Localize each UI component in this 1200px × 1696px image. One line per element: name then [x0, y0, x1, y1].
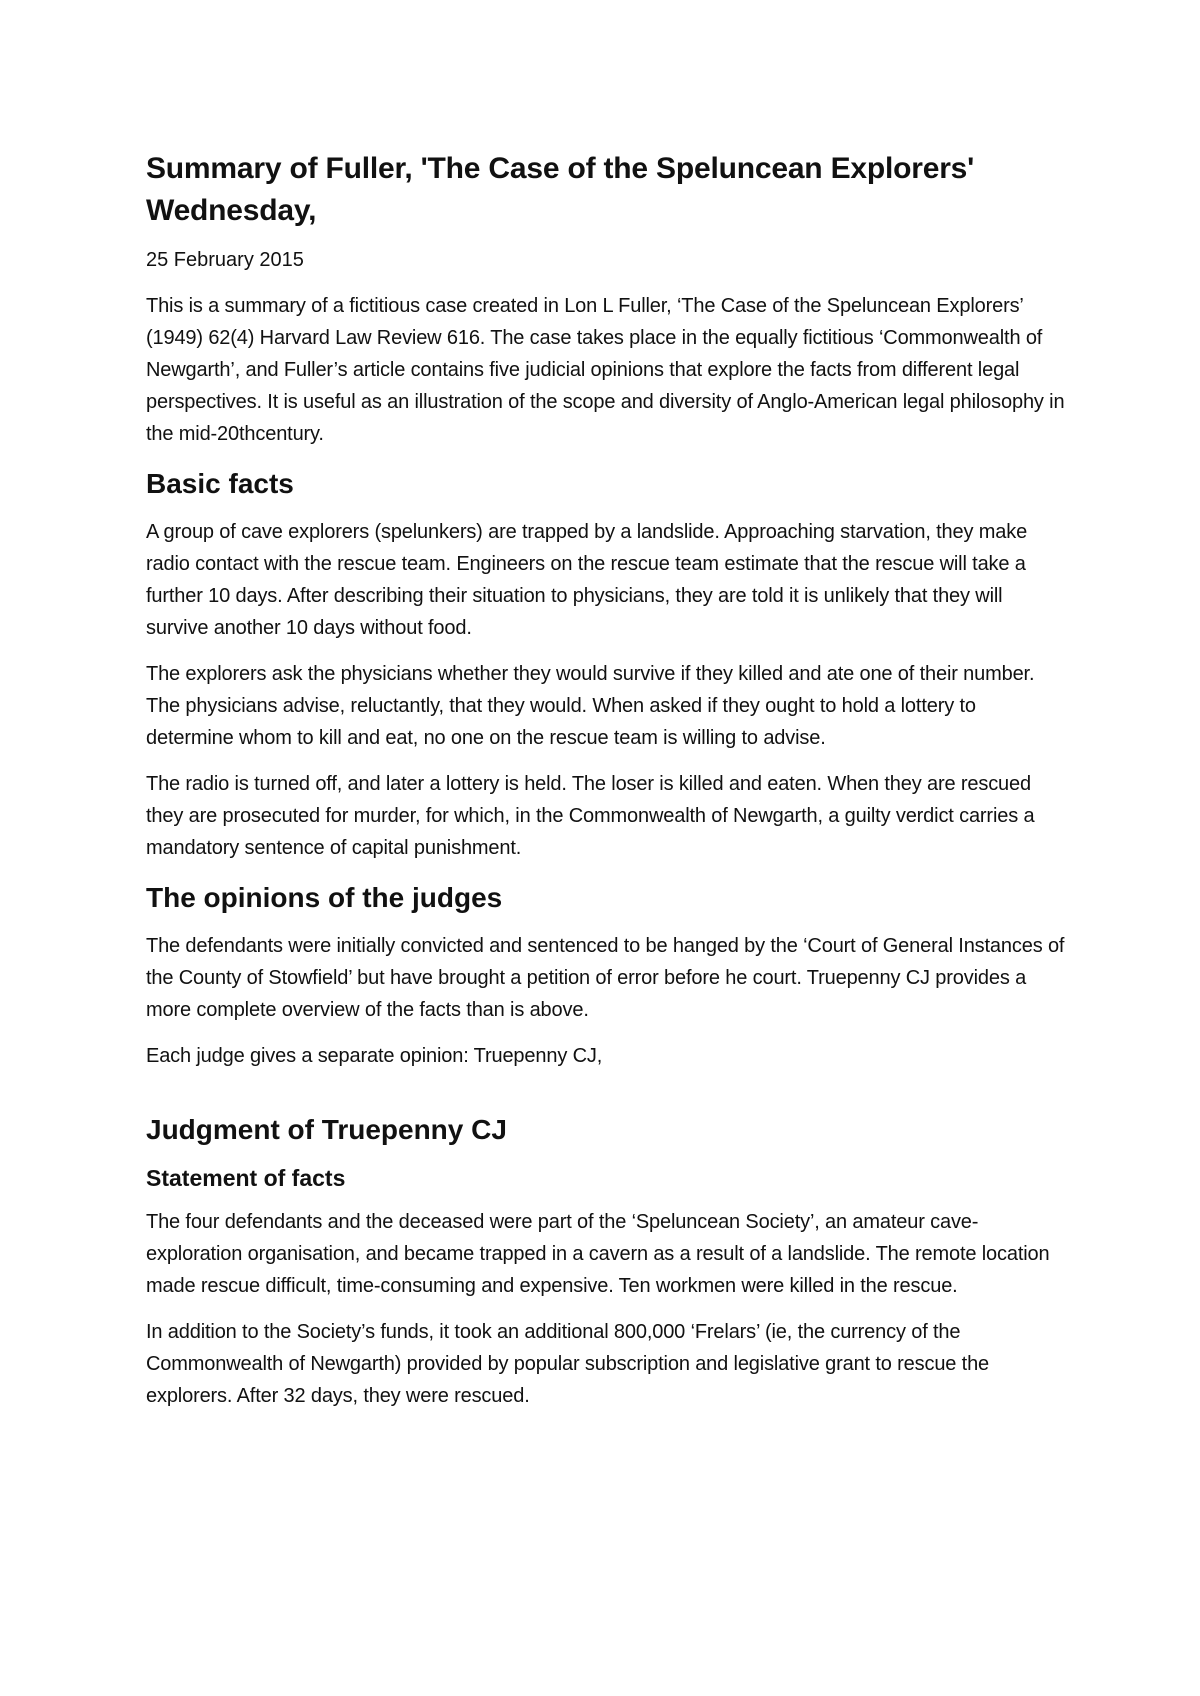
intro-paragraph: This is a summary of a fictitious case created in Lon L Fuller, ‘The Case of the Speluncean Explorers’ (1949) 62(4) Harvard Law Review 616. The case takes place in the equally fictitious ‘Commonwealth of Newgarth’, and Fuller’s article contains five judicial opinions that explore the facts from different legal perspectives. It is useful as an illustration of the scope and diversity of Anglo-American legal philosophy in the mid-20thcentury.: [146, 295, 1065, 445]
document-title: Summary of Fuller, 'The Case of the Speluncean Explorers' Wednesday,: [146, 152, 975, 227]
section-heading-opinions: The opinions of the judges: [146, 882, 503, 913]
spacer: [146, 1086, 1066, 1096]
paragraph: The radio is turned off, and later a lottery is held. The loser is killed and eaten. When they are rescued they are prosecuted for murder, for which, in the Commonwealth of Newgarth, a guilty verdict carries a mandatory sentence of capital punishment.: [146, 773, 1035, 859]
paragraph: The defendants were initially convicted and sentenced to be hanged by the ‘Court of General Instances of the County of Stowfield’ but have brought a petition of error before he court. Truepenny CJ provides a more complete overview of the facts than is above.: [146, 935, 1065, 1021]
paragraph: A group of cave explorers (spelunkers) are trapped by a landslide. Approaching starvation, they make radio contact with the rescue team. Engineers on the rescue team estimate that the rescue will take a further 10 days. After describing their situation to physicians, they are told it is unlikely that they will survive another 10 days without food.: [146, 521, 1028, 639]
section-heading-basic-facts: Basic facts: [146, 468, 294, 499]
paragraph: Each judge gives a separate opinion: Truepenny CJ,: [146, 1045, 603, 1067]
document-page: [146, 148, 1066, 1426]
subheading-statement-of-facts: Statement of facts: [146, 1165, 346, 1191]
section-heading-judgment-truepenny: Judgment of Truepenny CJ: [146, 1114, 507, 1145]
paragraph: The four defendants and the deceased were part of the ‘Speluncean Society’, an amateur cave-exploration organisation, and became trapped in a cavern as a result of a landslide. The remote location made rescue difficult, time-consuming and expensive. Ten workmen were killed in the rescue.: [146, 1211, 1050, 1297]
paragraph: In addition to the Society’s funds, it took an additional 800,000 ‘Frelars’ (ie, the currency of the Commonwealth of Newgarth) provided by popular subscription and legislative grant to rescue the explorers. After 32 days, they were rescued.: [146, 1321, 990, 1407]
paragraph: The explorers ask the physicians whether they would survive if they killed and ate one of their number. The physicians advise, reluctantly, that they would. When asked if they ought to hold a lottery to determine whom to kill and eat, no one on the rescue team is willing to advise.: [146, 663, 1035, 749]
document-date: 25 February 2015: [146, 249, 304, 271]
